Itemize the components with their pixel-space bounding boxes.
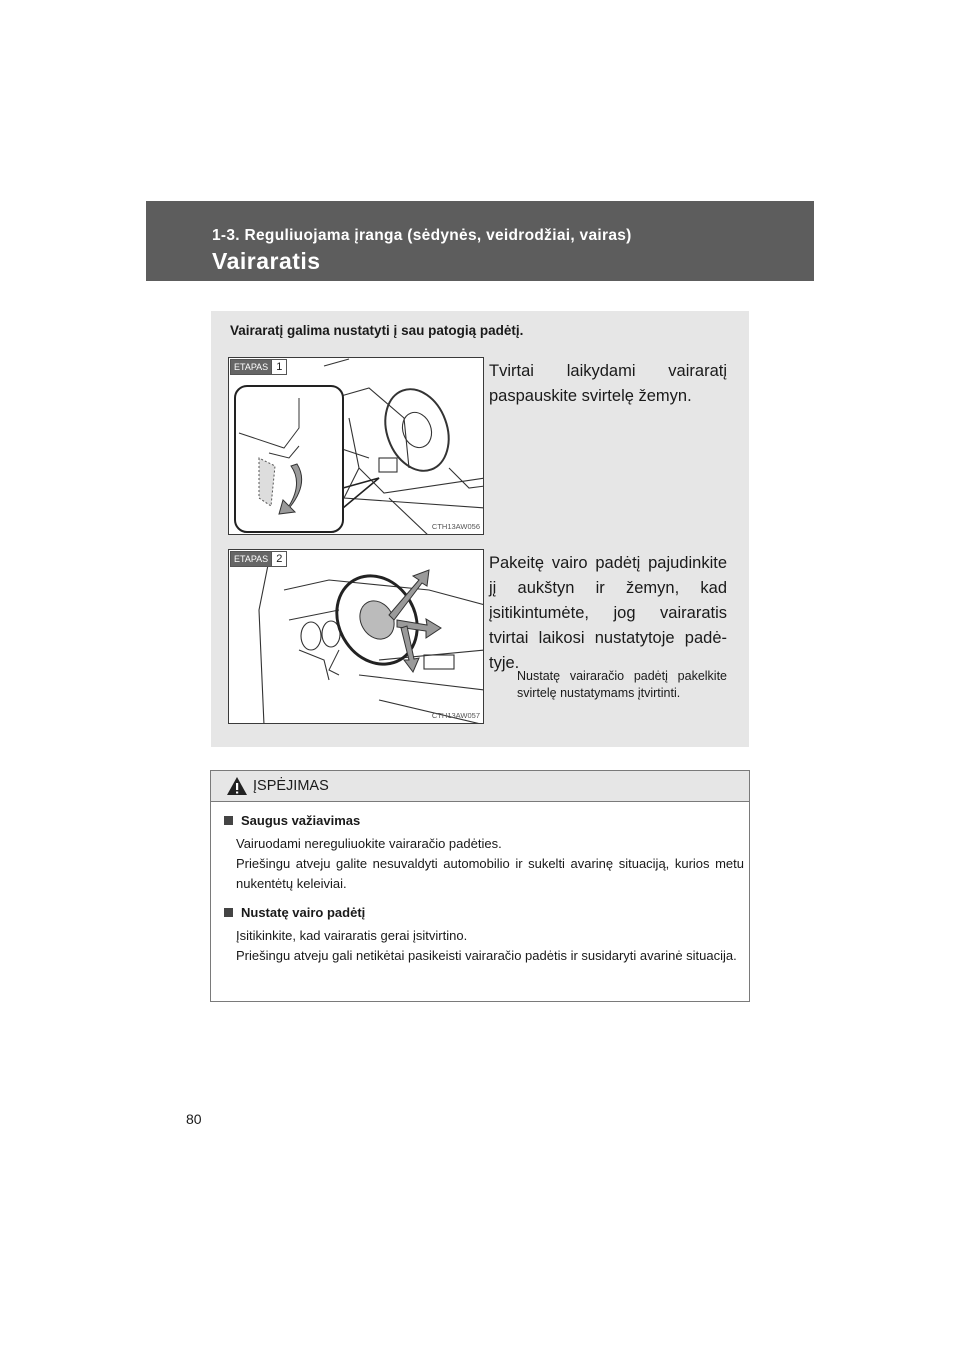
step-2-figure [228, 549, 484, 724]
intro-text: Vairaratį galima nustatyti į sau patogią padėtį. [230, 323, 524, 338]
page-number: 80 [186, 1111, 202, 1127]
step-badge-label: ETAPAS [231, 360, 271, 374]
figure-code: CTH13AW056 [431, 522, 480, 531]
steering-lever-illustration [229, 358, 484, 535]
warning-item-heading: Saugus važiavimas [224, 813, 744, 828]
warning-item-text: Vairuodami nereguliuokite vairaračio padėties. Priešingu atveju galite nesuvaldyti automobilio ir sukelti avarinę situaciją, kurios metu nukentėtų keleiviai. [236, 836, 744, 891]
section-header [146, 201, 814, 281]
warning-item [224, 905, 744, 966]
page-title: Vairaratis [212, 248, 321, 274]
bullet-square-icon [224, 816, 233, 825]
step-badge [230, 551, 287, 567]
warning-item-heading: Nustatę vairo padėtį [224, 905, 744, 920]
step-badge-number: 1 [271, 360, 286, 374]
step-1-figure [228, 357, 484, 535]
step-1-text: Tvirtai laikydami vairaratį paspauskite svirtelę žemyn. [489, 362, 727, 405]
warning-item-text: Įsitikinkite, kad vairaratis gerai įsitvirtino. Priešingu atveju gali netikėtai pasikeisti vairaračio padėtis ir susidaryti avarinė situacija. [236, 928, 737, 963]
warning-title: ĮSPĖJIMAS [253, 778, 329, 794]
figure-code: CTH13AW057 [431, 711, 480, 720]
warning-triangle-icon [226, 776, 248, 796]
step-badge [230, 359, 287, 375]
warning-box [210, 770, 750, 1002]
warning-item [224, 813, 744, 894]
step-2-note: Nustatę vairaračio padėtį pakelkite svirtelę nustatymams įtvirtinti. [517, 669, 727, 700]
warning-header [211, 771, 749, 802]
bullet-square-icon [224, 908, 233, 917]
instructions-panel [211, 311, 749, 747]
step-badge-label: ETAPAS [231, 552, 271, 566]
step-badge-number: 2 [271, 552, 286, 566]
steering-adjust-illustration [229, 550, 484, 724]
section-title: 1-3. Reguliuojama įranga (sėdynės, veidrodžiai, vairas) [212, 227, 632, 244]
step-2-text: Pakeitę vairo padėtį pajudinkite jį aukštyn ir žemyn, kad įsitikintumėte, jog vairaratis tvirtai laikosi nustatytoje padėtyje. [489, 554, 727, 672]
